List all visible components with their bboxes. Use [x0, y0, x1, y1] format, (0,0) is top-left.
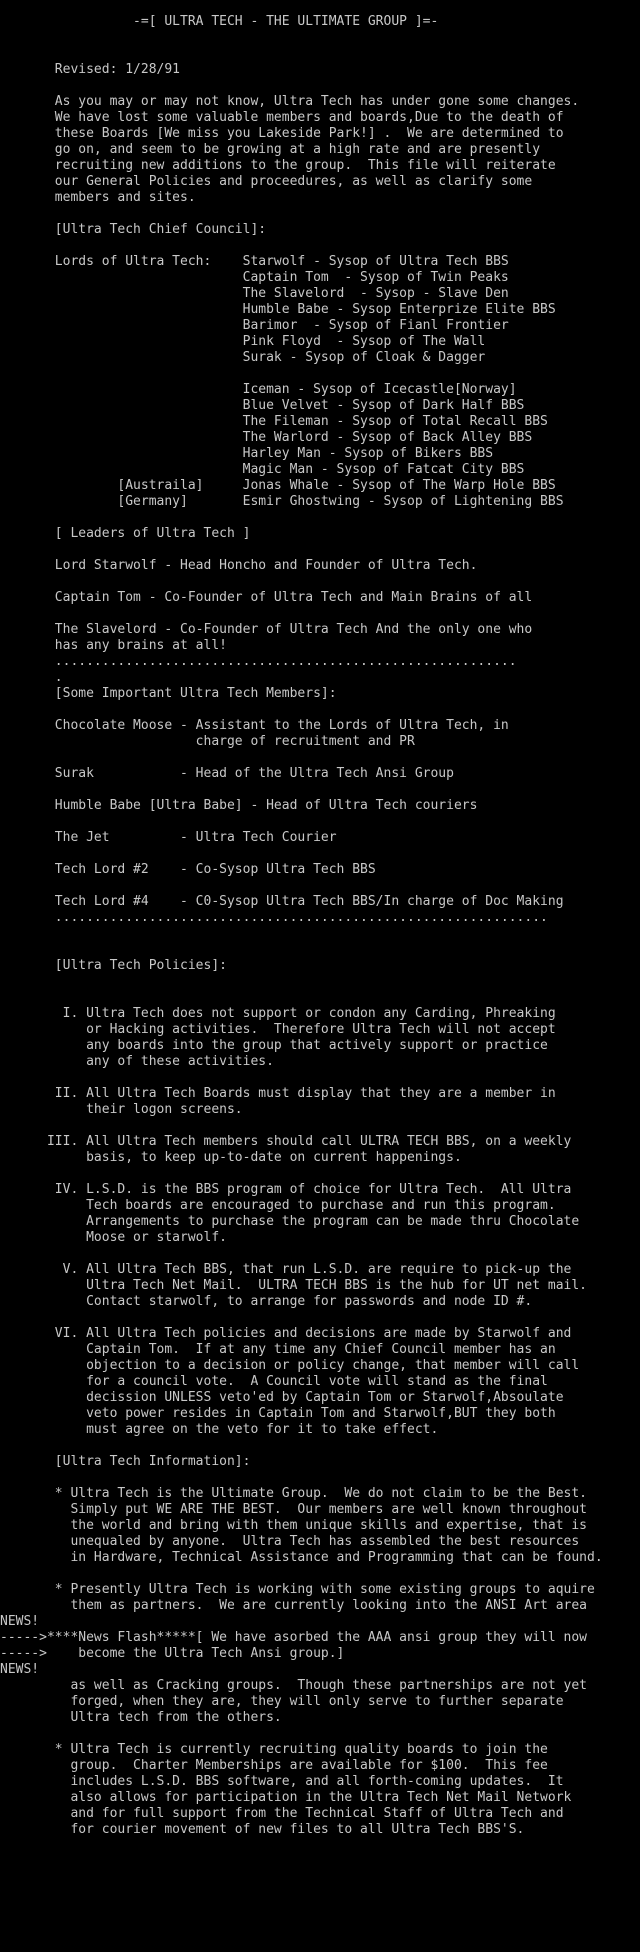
document-line: them as partners. We are currently looking into the ANSI Art area: [0, 1598, 587, 1613]
document-line: [0, 926, 640, 942]
document-line: The Slavelord - Co-Founder of Ultra Tech And the only one who: [0, 622, 533, 637]
document-line: our General Policies and proceedures, as well as clarify some: [0, 174, 533, 189]
document-line: [Some Important Ultra Tech Members]:: [0, 686, 337, 701]
document-line: [0, 78, 640, 94]
document-line: [0, 1438, 640, 1454]
document-line: VI. All Ultra Tech policies and decisions are made by Starwolf and: [0, 1326, 572, 1341]
document-line: As you may or may not know, Ultra Tech has under gone some changes.: [0, 94, 580, 109]
document-line: Lords of Ultra Tech: Starwolf - Sysop of Ultra Tech BBS: [0, 254, 509, 269]
document-line: includes L.S.D. BBS software, and all forth-coming updates. It: [0, 1774, 564, 1789]
document-line: [0, 1470, 640, 1486]
document-line: NEWS!: [0, 1614, 40, 1629]
document-line: [0, 782, 640, 798]
document-line: Iceman - Sysop of Icecastle[Norway]: [0, 382, 517, 397]
document-line: in Hardware, Technical Assistance and Programming that can be found.: [0, 1550, 603, 1565]
document-line: [0, 846, 640, 862]
document-line: Tech Lord #4 - C0-Sysop Ultra Tech BBS/In charge of Doc Making: [0, 894, 564, 909]
document-line: also allows for participation in the Ultra Tech Net Mail Network: [0, 1790, 572, 1805]
document-line: objection to a decision or policy change, that member will call: [0, 1358, 580, 1373]
document-line: [0, 1166, 640, 1182]
document-line: [0, 1310, 640, 1326]
document-line: [0, 46, 640, 62]
document-line: [0, 1070, 640, 1086]
document-line: The Jet - Ultra Tech Courier: [0, 830, 337, 845]
document-line: for courier movement of new files to all Ultra Tech BBS'S.: [0, 1822, 525, 1837]
document-line: [0, 974, 640, 990]
document-line: * Presently Ultra Tech is working with some existing groups to aquire: [0, 1582, 595, 1597]
document-line: Humble Babe - Sysop Enterprize Elite BBS: [0, 302, 556, 317]
document-line: [0, 1566, 640, 1582]
document-line: Captain Tom - Co-Founder of Ultra Tech and Main Brains of all: [0, 590, 533, 605]
document-line: ----->****News Flash*****[ We have asorbed the AAA ansi group they will now: [0, 1630, 587, 1645]
document-line: go on, and seem to be growing at a high rate and are presently: [0, 142, 541, 157]
document-line: the world and bring with them unique skills and expertise, that is: [0, 1518, 587, 1533]
document-line: II. All Ultra Tech Boards must display that they are a member in: [0, 1086, 556, 1101]
document-line: [0, 878, 640, 894]
document-line: basis, to keep up-to-date on current happenings.: [0, 1150, 462, 1165]
document-line: Surak - Head of the Ultra Tech Ansi Group: [0, 766, 454, 781]
document-line: [Ultra Tech Information]:: [0, 1454, 251, 1469]
document-line: these Boards [We miss you Lakeside Park!] . We are determined to: [0, 126, 564, 141]
document-line: [Austraila] Jonas Whale - Sysop of The Warp Hole BBS: [0, 478, 556, 493]
document-line: [0, 1726, 640, 1742]
document-line: [ Leaders of Ultra Tech ]: [0, 526, 251, 541]
document-line: The Slavelord - Sysop - Slave Den: [0, 286, 509, 301]
document-line: [0, 366, 640, 382]
document-line: Tech boards are encouraged to purchase and run this program.: [0, 1198, 556, 1213]
document-line: decission UNLESS veto'ed by Captain Tom or Starwolf,Absoulate: [0, 1390, 564, 1405]
document-line: ...........................................................: [0, 654, 517, 669]
document-line: I. Ultra Tech does not support or condon any Carding, Phreaking: [0, 1006, 556, 1021]
document-line: -----> become the Ultra Tech Ansi group.]: [0, 1646, 345, 1661]
document-line: ...............................................................: [0, 910, 548, 925]
document-line: Contact starwolf, to arrange for passwords and node ID #.: [0, 1294, 533, 1309]
document-line: [0, 510, 640, 526]
document-line: * Ultra Tech is currently recruiting quality boards to join the: [0, 1742, 548, 1757]
document-line: III. All Ultra Tech members should call ULTRA TECH BBS, on a weekly: [0, 1134, 572, 1149]
document-line: Simply put WE ARE THE BEST. Our members are well known throughout: [0, 1502, 587, 1517]
document-line: must agree on the veto for it to take effect.: [0, 1422, 439, 1437]
document-line: -=[ ULTRA TECH - THE ULTIMATE GROUP ]=-: [0, 14, 439, 29]
document-line: [Germany] Esmir Ghostwing - Sysop of Lightening BBS: [0, 494, 564, 509]
document-line: Magic Man - Sysop of Fatcat City BBS: [0, 462, 525, 477]
document-line: forged, when they are, they will only serve to further separate: [0, 1694, 564, 1709]
document-line: group. Charter Memberships are available for $100. This fee: [0, 1758, 548, 1773]
document-line: [0, 702, 640, 718]
document-line: Harley Man - Sysop of Bikers BBS: [0, 446, 494, 461]
document-line: Captain Tom - Sysop of Twin Peaks: [0, 270, 509, 285]
document-line: and for full support from the Technical Staff of Ultra Tech and: [0, 1806, 564, 1821]
document-line: Ultra tech from the others.: [0, 1710, 282, 1725]
document-line: Revised: 1/28/91: [0, 62, 181, 77]
document-line: IV. L.S.D. is the BBS program of choice for Ultra Tech. All Ultra: [0, 1182, 572, 1197]
document-line: members and sites.: [0, 190, 196, 205]
document-line: Lord Starwolf - Head Honcho and Founder of Ultra Tech.: [0, 558, 478, 573]
document-line: NEWS!: [0, 1662, 40, 1677]
document-line: Humble Babe [Ultra Babe] - Head of Ultra Tech couriers: [0, 798, 478, 813]
document-line: [0, 206, 640, 222]
document-line: recruiting new additions to the group. This file will reiterate: [0, 158, 556, 173]
document-line: .: [0, 670, 63, 685]
document-line: [0, 814, 640, 830]
document-line: Pink Floyd - Sysop of The Wall: [0, 334, 486, 349]
document-line: V. All Ultra Tech BBS, that run L.S.D. are require to pick-up the: [0, 1262, 572, 1277]
document-line: veto power resides in Captain Tom and Starwolf,BUT they both: [0, 1406, 556, 1421]
document-line: [0, 750, 640, 766]
document-line: Ultra Tech Net Mail. ULTRA TECH BBS is the hub for UT net mail.: [0, 1278, 587, 1293]
document-line: Barimor - Sysop of Fianl Frontier: [0, 318, 509, 333]
document-line: * Ultra Tech is the Ultimate Group. We do not claim to be the Best.: [0, 1486, 587, 1501]
document-line: [Ultra Tech Policies]:: [0, 958, 227, 973]
document-line: We have lost some valuable members and boards,Due to the death of: [0, 110, 564, 125]
document-line: Blue Velvet - Sysop of Dark Half BBS: [0, 398, 525, 413]
document-line: Captain Tom. If at any time any Chief Council member has an: [0, 1342, 556, 1357]
document-line: or Hacking activities. Therefore Ultra Tech will not accept: [0, 1022, 556, 1037]
document-line: for a council vote. A Council vote will stand as the final: [0, 1374, 548, 1389]
document-line: [0, 942, 640, 958]
document-line: The Warlord - Sysop of Back Alley BBS: [0, 430, 533, 445]
document-line: [0, 606, 640, 622]
document-line: any boards into the group that actively support or practice: [0, 1038, 548, 1053]
document-line: The Fileman - Sysop of Total Recall BBS: [0, 414, 548, 429]
document-line: [0, 542, 640, 558]
document-line: [0, 990, 640, 1006]
document-line: [0, 30, 640, 46]
document-line: [Ultra Tech Chief Council]:: [0, 222, 267, 237]
document-line: their logon screens.: [0, 1102, 243, 1117]
document-line: has any brains at all!: [0, 638, 227, 653]
document-line: Chocolate Moose - Assistant to the Lords of Ultra Tech, in: [0, 718, 509, 733]
document-line: [0, 238, 640, 254]
document-line: [0, 574, 640, 590]
document-line: as well as Cracking groups. Though these partnerships are not yet: [0, 1678, 587, 1693]
document-line: any of these activities.: [0, 1054, 274, 1069]
document-line: [0, 1246, 640, 1262]
document-line: charge of recruitment and PR: [0, 734, 415, 749]
document-line: Surak - Sysop of Cloak & Dagger: [0, 350, 486, 365]
document-line: Arrangements to purchase the program can be made thru Chocolate: [0, 1214, 580, 1229]
document-line: Tech Lord #2 - Co-Sysop Ultra Tech BBS: [0, 862, 376, 877]
document-line: [0, 1118, 640, 1134]
document-line: Moose or starwolf.: [0, 1230, 227, 1245]
document-line: unequaled by anyone. Ultra Tech has assembled the best resources: [0, 1534, 580, 1549]
